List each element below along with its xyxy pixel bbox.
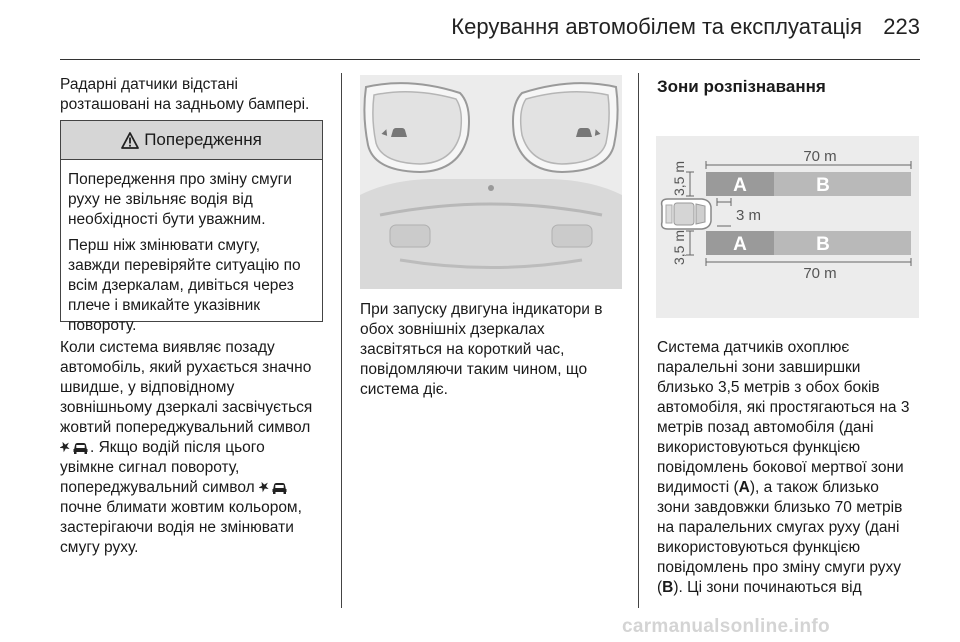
rear-distance-label: 3 m [736, 207, 762, 224]
warning-body [61, 160, 322, 336]
text-line: засвітяться на короткий час, [360, 341, 565, 358]
text-line: смугу руху. [60, 539, 139, 556]
text-line: обох зовнішніх дзеркалах [360, 321, 545, 338]
text-line: зони завдовжки близько 70 метрів [657, 499, 903, 516]
text-line: повідомлень бокової мертвої зони [657, 459, 904, 476]
text-fragment: ), а також близько [749, 479, 879, 496]
text-line [60, 438, 335, 458]
detection-zones-diagram [656, 136, 919, 318]
distance-label-top: 70 m [803, 148, 837, 165]
text-line: Система датчиків охоплює [657, 339, 850, 356]
distance-label-bottom: 70 m [803, 265, 837, 282]
text-fragment: ). Ці зони починаються від [673, 579, 862, 596]
width-label-bottom: 3,5 m [671, 229, 687, 265]
text-line: жовтий попереджувальний символ [60, 419, 311, 436]
text-line [657, 478, 927, 498]
zone-a-reference: A [738, 479, 750, 496]
text-line: повідомлень про зміну смуги руху [657, 559, 902, 576]
zone-a-label-bottom: A [733, 234, 747, 255]
body-paragraph [60, 338, 335, 558]
column-divider-2 [638, 73, 639, 608]
text-fragment: ( [657, 579, 663, 596]
text-line: повороту. [68, 317, 137, 334]
text-line: руху не звільняє водія від [68, 191, 253, 208]
column-divider-1 [341, 73, 342, 608]
text-line: на паралельних смугах руху (дані [657, 519, 900, 536]
warning-paragraph-2 [68, 236, 315, 336]
text-line: почне блимати жовтим кольором, [60, 499, 302, 516]
warning-header [61, 121, 322, 160]
page-header-title: Керування автомобілем та експлуатація [451, 14, 862, 39]
zone-b-reference: B [662, 579, 674, 596]
text-line: Перш ніж змінювати смугу, [68, 237, 261, 254]
middle-paragraph [360, 300, 630, 400]
text-line: плече і вмикайте указівник [68, 297, 261, 314]
text-line: використовуються функцією [657, 439, 861, 456]
zone-b-bottom [774, 231, 911, 255]
blind-spot-warning-icon [259, 480, 289, 494]
zone-b-label-bottom: B [816, 234, 830, 255]
text-line: зовнішньому дзеркалі засвічується [60, 399, 313, 416]
text-line: завжди перевіряйте ситуацію по [68, 257, 301, 274]
text-line: При запуску двигуна індикатори в [360, 301, 603, 318]
section-title: Зони розпізнавання [657, 77, 826, 96]
warning-triangle-icon [121, 132, 139, 149]
text-line: необхідності бути уважним. [68, 211, 266, 228]
width-label-top: 3,5 m [671, 160, 687, 196]
text-line [60, 478, 335, 498]
intro-paragraph [60, 75, 330, 115]
warning-title: Попередження [144, 130, 262, 149]
text-line [657, 578, 927, 598]
mirror-indicators-illustration [360, 75, 622, 289]
text-line: Радарні датчики відстані [60, 76, 238, 93]
text-line: автомобіля, які простягаються на 3 [657, 399, 910, 416]
zone-b-label-top: B [816, 175, 830, 196]
text-line: Попередження про зміну смуги [68, 171, 292, 188]
text-fragment: . Якщо водій після цього [90, 439, 265, 456]
car-top-view-icon [662, 199, 711, 229]
blind-spot-warning-icon [60, 440, 90, 454]
zone-a-label-top: A [733, 175, 747, 196]
page-number: 223 [883, 14, 920, 39]
text-line: всім дзеркалам, дивіться через [68, 277, 294, 294]
text-line: увімкне сигнал повороту, [60, 459, 240, 476]
text-line: метрів позад автомобіля (дані [657, 419, 874, 436]
header-divider [60, 59, 920, 60]
warning-box [60, 120, 323, 334]
watermark: carmanualsonline.info [622, 616, 830, 637]
text-line: система діє. [360, 381, 448, 398]
text-line: застерігаючи водія не змінювати [60, 519, 294, 536]
text-fragment: видимості ( [657, 479, 739, 496]
text-line: близько 3,5 метрів з обох боків [657, 379, 880, 396]
text-line: повідомляючи таким чином, що [360, 361, 588, 378]
zones-paragraph [657, 338, 927, 598]
warning-paragraph-1 [68, 170, 315, 230]
text-fragment: попереджувальний символ [60, 479, 255, 496]
text-line: автомобіль, який рухається значно [60, 359, 312, 376]
text-line: розташовані на задньому бампері. [60, 96, 310, 113]
text-line: використовуються функцією [657, 539, 861, 556]
text-line: паралельні зони завширшки [657, 359, 861, 376]
text-line: Коли система виявляє позаду [60, 339, 275, 356]
text-line: швидше, у відповідному [60, 379, 235, 396]
zone-b-top [774, 172, 911, 196]
